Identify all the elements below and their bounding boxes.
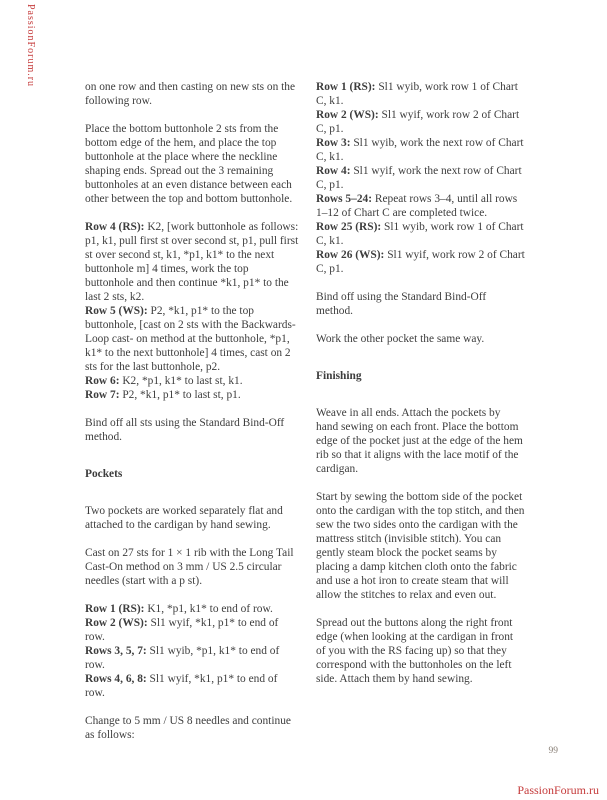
row-instruction: Row 6: K2, *p1, k1* to last st, k1.	[85, 375, 243, 387]
row-instruction: Row 5 (WS): P2, *k1, p1* to the top buttonhole, [cast on 2 sts with the Backwards-Loop cast- on method at the buttonhole, *p1, k1* to the next buttonhole] 4 times, cast on 2 sts for the last buttonhole, p2.	[85, 305, 296, 373]
paragraph: Spread out the buttons along the right front edge (when looking at the cardigan in front of you with the RS facing up) so that they correspond with the buttonholes on the left side. Attach them by hand sewing.	[316, 617, 514, 685]
row-label: Row 26 (WS):	[316, 249, 385, 261]
section-heading: Pockets	[85, 468, 123, 480]
row-label: Row 7:	[85, 389, 120, 401]
row-label: Rows 4, 6, 8:	[85, 673, 147, 685]
row-label: Row 5 (WS):	[85, 305, 148, 317]
row-instruction: Row 26 (WS): Sl1 wyif, work row 2 of Chart C, p1.	[316, 249, 525, 275]
row-instruction: Rows 3, 5, 7: Sl1 wyib, *p1, k1* to end of row.	[85, 645, 280, 671]
row-label: Row 6:	[85, 375, 120, 387]
row-instruction: Row 2 (WS): Sl1 wyif, *k1, p1* to end of row.	[85, 617, 279, 643]
row-instruction: Row 3: Sl1 wyib, work the next row of Chart C, k1.	[316, 137, 524, 163]
row-label: Row 4:	[316, 165, 351, 177]
bottom-watermark: PassionForum.ru	[517, 783, 599, 797]
row-label: Row 2 (WS):	[85, 617, 148, 629]
paragraph: Weave in all ends. Attach the pockets by hand sewing on each front. Place the bottom edge of the pocket just at the edge of the hem rib so that it aligns with the lace motif of the cardigan.	[316, 407, 523, 475]
left-watermark: PassionForum.ru	[25, 4, 36, 88]
paragraph: Change to 5 mm / US 8 needles and continue as follows:	[85, 715, 291, 741]
row-label: Row 1 (RS):	[316, 81, 376, 93]
row-label: Row 3:	[316, 137, 351, 149]
paragraph: Bind off using the Standard Bind-Off method.	[316, 291, 487, 317]
row-label: Row 25 (RS):	[316, 221, 382, 233]
page-content	[85, 80, 525, 742]
row-instruction: Rows 5–24: Repeat rows 3–4, until all rows 1–12 of Chart C are completed twice.	[316, 193, 518, 219]
paragraph: Cast on 27 sts for 1 × 1 rib with the Long Tail Cast-On method on 3 mm / US 2.5 circular needles (start with a p st).	[85, 547, 294, 587]
row-instruction: Row 1 (RS): Sl1 wyib, work row 1 of Chart C, k1.	[316, 81, 518, 107]
row-instruction: Row 4: Sl1 wyif, work the next row of Chart C, p1.	[316, 165, 522, 191]
row-instruction: Row 2 (WS): Sl1 wyif, work row 2 of Chart C, p1.	[316, 109, 520, 135]
paragraph: Two pockets are worked separately flat and attached to the cardigan by hand sewing.	[85, 505, 283, 531]
row-instruction: Row 25 (RS): Sl1 wyib, work row 1 of Chart C, k1.	[316, 221, 524, 247]
left-column	[85, 80, 299, 742]
row-label: Row 1 (RS):	[85, 603, 145, 615]
row-instruction: Row 1 (RS): K1, *p1, k1* to end of row.	[85, 603, 273, 615]
paragraph: Place the bottom buttonhole 2 sts from the bottom edge of the hem, and place the top buttonhole at the place where the neckline shaping ends. Spread out the 3 remaining buttonholes at an even distance between each other between the top and bottom buttonhole.	[85, 123, 293, 205]
paragraph: Start by sewing the bottom side of the pocket onto the cardigan with the top stitch, and then sew the two sides onto the cardigan with the mattress stitch (invisible stitch). You can gently steam block the pocket seams by placing a damp kitchen cloth onto the fabric and use a hot iron to create steam that will allow the stitches to relax and even out.	[316, 491, 525, 601]
paragraph: on one row and then casting on new sts on the following row.	[85, 81, 296, 107]
row-label: Rows 3, 5, 7:	[85, 645, 147, 657]
paragraph: Work the other pocket the same way.	[316, 333, 485, 345]
paragraph: Bind off all sts using the Standard Bind-Off method.	[85, 417, 285, 443]
right-column	[316, 80, 525, 742]
section-heading: Finishing	[316, 370, 362, 382]
row-label: Row 2 (WS):	[316, 109, 379, 121]
row-label: Rows 5–24:	[316, 193, 373, 205]
row-instruction: Rows 4, 6, 8: Sl1 wyif, *k1, p1* to end of row.	[85, 673, 278, 699]
row-instruction: Row 4 (RS): K2, [work buttonhole as follows: p1, k1, pull first st over second st, p1, pull first st over second st, k1, *p1, k1* to the next buttonhole m] 4 times, work the top buttonhole and then continue *k1, p1* to the last 2 sts, k2.	[85, 221, 299, 303]
page-number: 99	[548, 746, 558, 756]
row-label: Row 4 (RS):	[85, 221, 145, 233]
row-instruction: Row 7: P2, *k1, p1* to last st, p1.	[85, 389, 241, 401]
